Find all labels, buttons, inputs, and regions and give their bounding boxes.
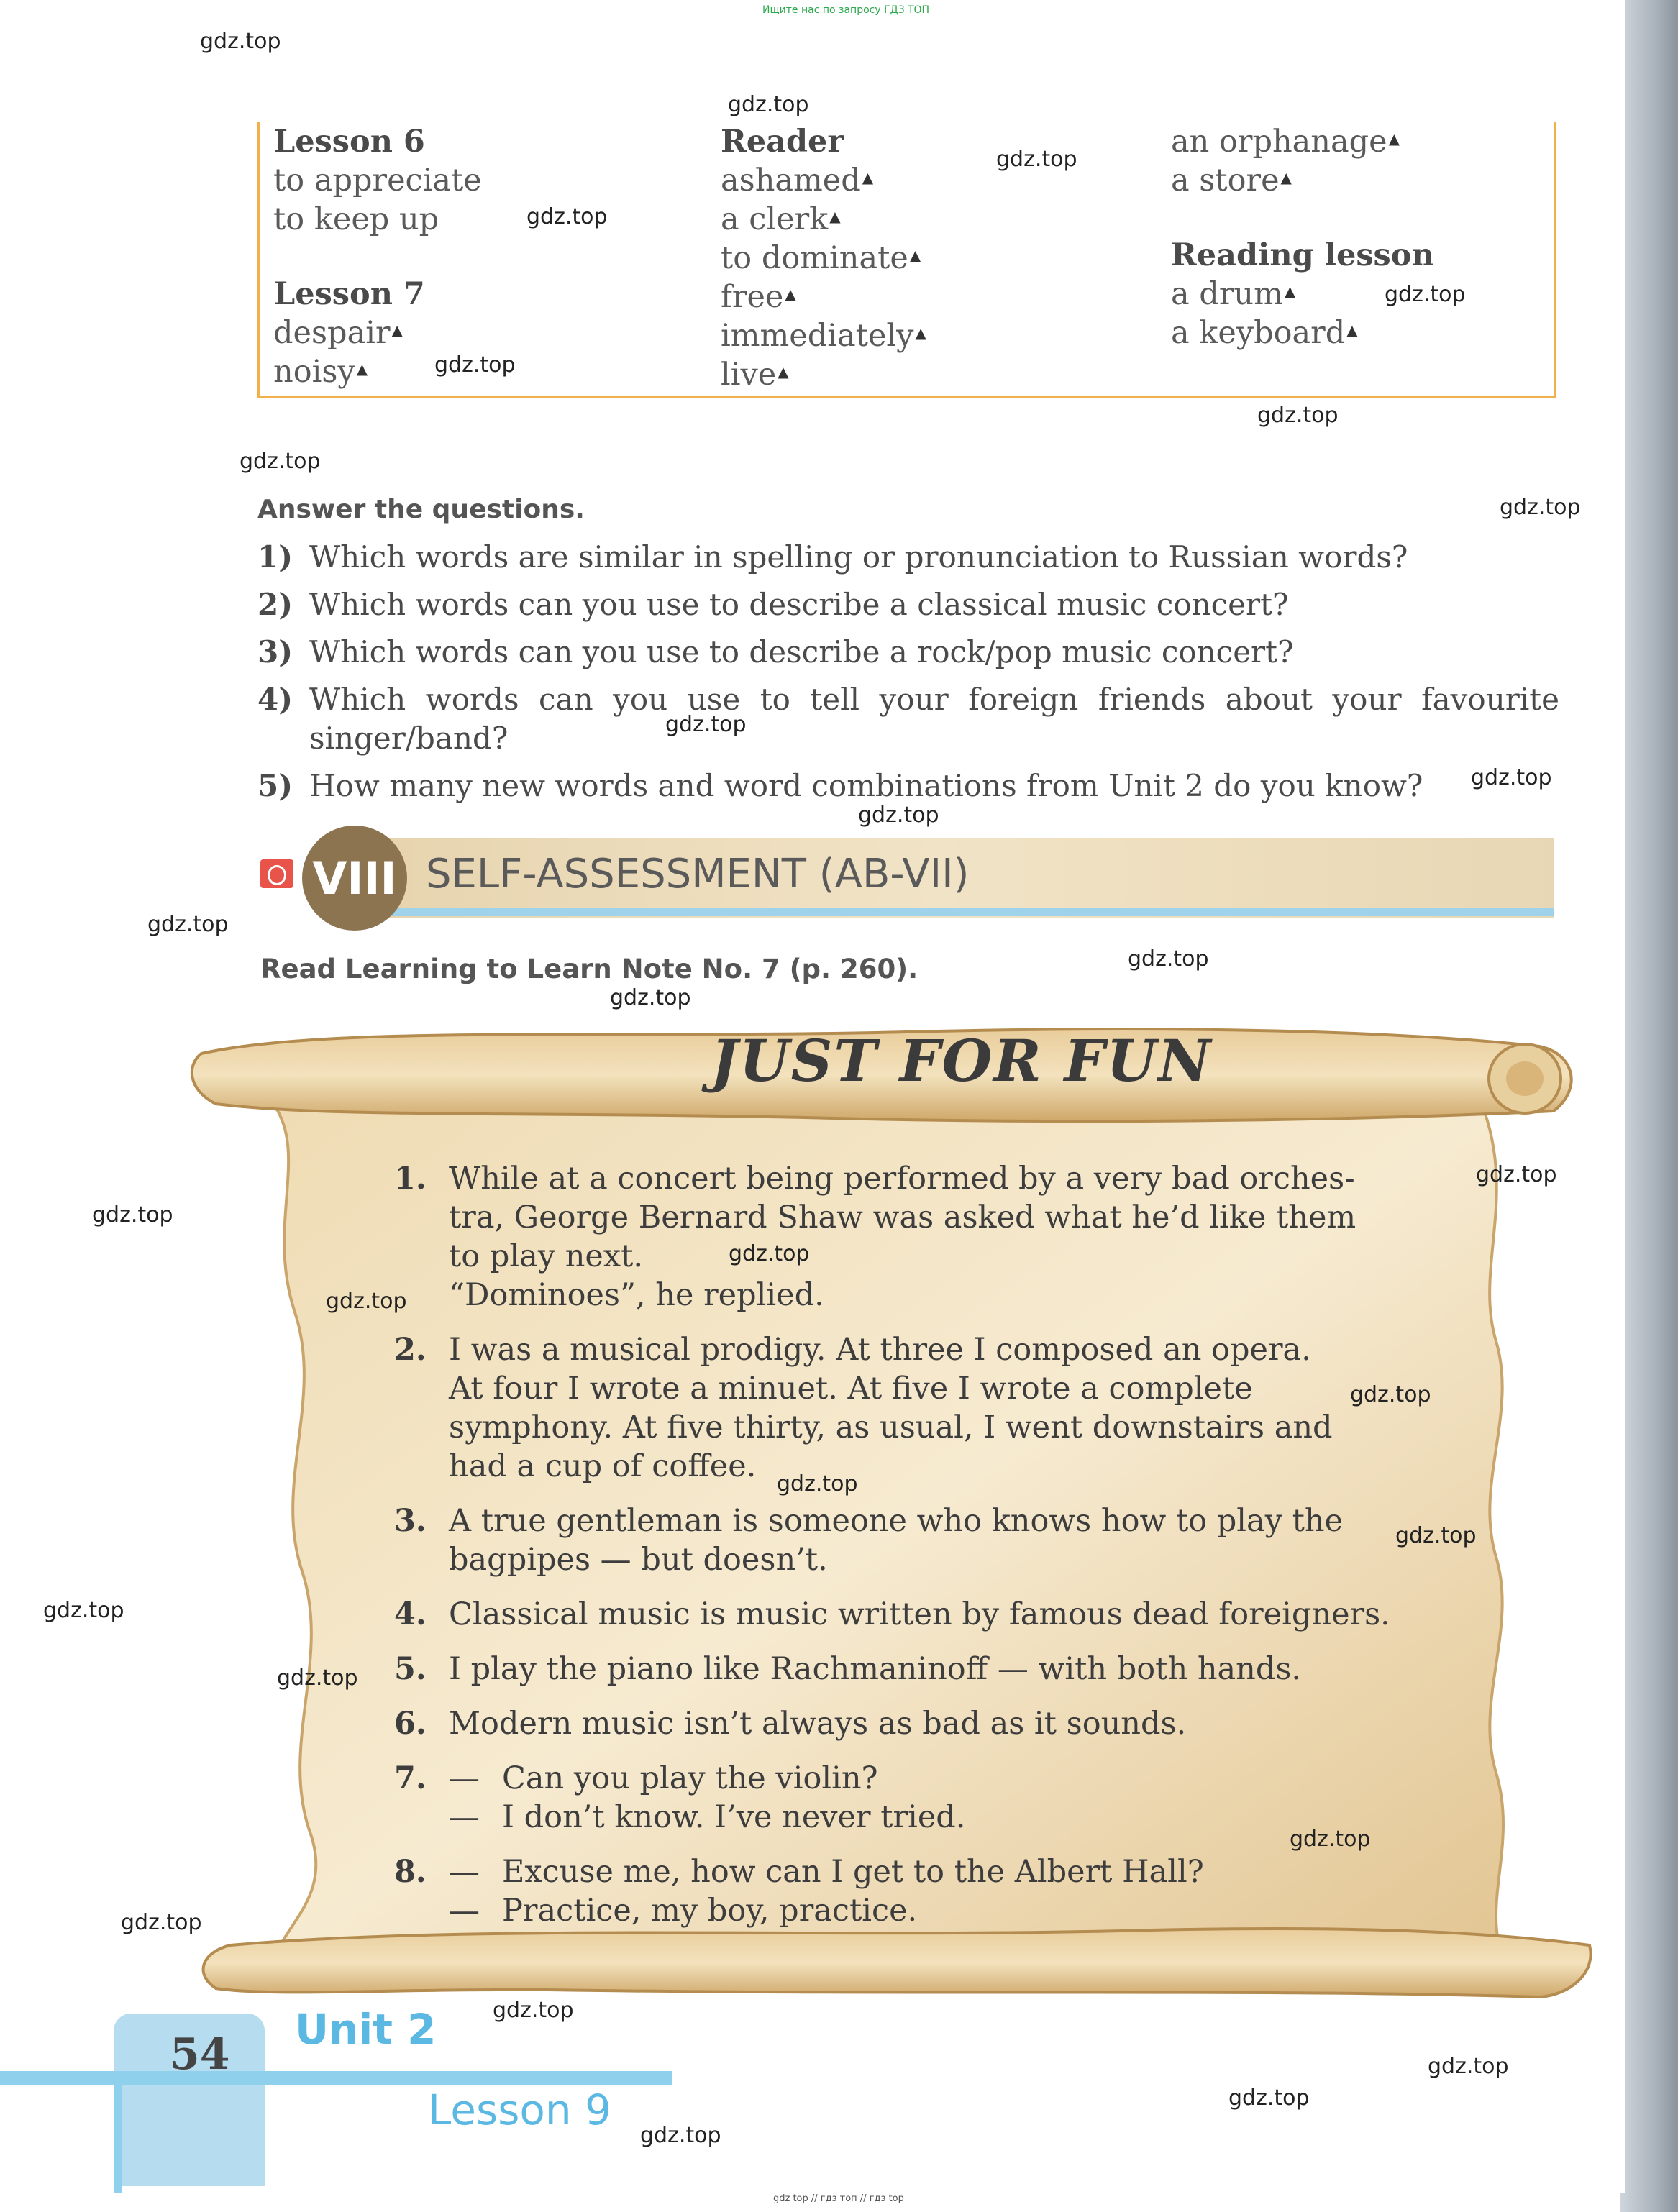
watermark: gdz.top bbox=[493, 1998, 574, 2023]
vocab-column-2 bbox=[721, 122, 926, 394]
watermark: gdz.top bbox=[200, 29, 281, 54]
joke-item bbox=[394, 1759, 1408, 1837]
joke-number: 3. bbox=[394, 1503, 427, 1539]
vocab-word: a clerk bbox=[721, 201, 829, 237]
watermark: gdz.top bbox=[1228, 2085, 1310, 2111]
joke-number: 4. bbox=[394, 1596, 427, 1632]
vocab-heading: Lesson 6 bbox=[273, 124, 425, 160]
vocab-word: a drum bbox=[1171, 276, 1283, 312]
triangle-marker-icon: ▲ bbox=[1280, 169, 1292, 186]
joke-line: Classical music is music written by famous dead foreigners. bbox=[449, 1596, 1390, 1632]
vocab-word: to appreciate bbox=[273, 163, 482, 198]
vocab-word-row bbox=[721, 316, 926, 355]
vocab-word-row bbox=[721, 278, 926, 316]
question-text: How many new words and word combinations from Unit 2 do you know? bbox=[309, 768, 1423, 803]
watermark: gdz.top bbox=[1471, 765, 1552, 790]
triangle-marker-icon: ▲ bbox=[1388, 130, 1400, 147]
vocab-word: free bbox=[721, 279, 784, 315]
vocab-heading: Lesson 7 bbox=[273, 276, 425, 312]
watermark: gdz.top bbox=[640, 2123, 721, 2148]
joke-line: While at a concert being performed by a very bad orches- bbox=[449, 1161, 1355, 1197]
vocab-column-3 bbox=[1171, 122, 1434, 352]
vocab-word-row bbox=[721, 161, 926, 200]
triangle-marker-icon: ▲ bbox=[862, 169, 874, 186]
joke-line: tra, George Bernard Shaw was asked what he’d like them bbox=[449, 1199, 1356, 1235]
vocab-word-row bbox=[721, 355, 926, 394]
watermark: gdz.top bbox=[326, 1289, 407, 1314]
questions-list bbox=[257, 538, 1559, 814]
joke-line: to play next. bbox=[449, 1238, 644, 1274]
joke-line: symphony. At five thirty, as usual, I went downstairs and bbox=[449, 1409, 1333, 1445]
watermark: gdz.top bbox=[43, 1598, 124, 1623]
watermark: gdz.top bbox=[1395, 1523, 1477, 1548]
banner-underline bbox=[374, 908, 1554, 916]
joke-item bbox=[394, 1159, 1408, 1315]
joke-line: I was a musical prodigy. At three I composed an opera. bbox=[449, 1332, 1311, 1368]
dialogue-text: Excuse me, how can I get to the Albert Hall? bbox=[502, 1854, 1204, 1890]
triangle-marker-icon: ▲ bbox=[356, 360, 368, 378]
dialogue-line: — I don’t know. I’ve never tried. bbox=[449, 1799, 966, 1835]
question-number: 5) bbox=[257, 768, 293, 803]
watermark: gdz.top bbox=[1500, 495, 1581, 520]
section-title: SELF-ASSESSMENT (AB-VII) bbox=[426, 851, 970, 897]
footer-bar bbox=[0, 2071, 672, 2085]
watermark: gdz.top bbox=[665, 712, 747, 737]
vocab-word-row bbox=[721, 200, 926, 239]
vocab-heading: Reader bbox=[721, 124, 844, 160]
watermark: gdz.top bbox=[1290, 1827, 1371, 1852]
question-text: Which words are similar in spelling or pronunciation to Russian words? bbox=[309, 539, 1408, 575]
vocab-word: noisy bbox=[273, 354, 355, 390]
dialogue-line: — Can you play the violin? bbox=[449, 1760, 878, 1796]
vocab-word: an orphanage bbox=[1171, 124, 1387, 160]
vocab-word: live bbox=[721, 357, 777, 393]
joke-line: Modern music isn’t always as bad as it sounds. bbox=[449, 1706, 1187, 1742]
question-number: 3) bbox=[257, 634, 293, 669]
joke-number: 8. bbox=[394, 1854, 427, 1890]
triangle-marker-icon: ▲ bbox=[1284, 283, 1296, 300]
joke-number: 2. bbox=[394, 1332, 427, 1368]
question-number: 4) bbox=[257, 682, 293, 717]
triangle-marker-icon: ▲ bbox=[829, 208, 841, 225]
joke-item bbox=[394, 1704, 1408, 1743]
joke-item bbox=[394, 1650, 1408, 1688]
vocab-word: ashamed bbox=[721, 163, 861, 198]
watermark: gdz.top bbox=[147, 912, 229, 937]
page-number: 54 bbox=[170, 2029, 230, 2080]
watermark: gdz.top bbox=[526, 204, 608, 229]
joke-number: 6. bbox=[394, 1706, 427, 1742]
joke-line: “Dominoes”, he replied. bbox=[449, 1277, 824, 1313]
vocab-word: a keyboard bbox=[1171, 315, 1346, 351]
scan-edge bbox=[1620, 0, 1678, 2212]
joke-line: I play the piano like Rachmaninoff — with both hands. bbox=[449, 1651, 1302, 1687]
dialogue-line: — Practice, my boy, practice. bbox=[449, 1893, 918, 1929]
joke-line: A true gentleman is someone who knows how to play the bbox=[449, 1503, 1344, 1539]
watermark: gdz.top bbox=[1428, 2054, 1509, 2079]
watermark: gdz.top bbox=[1128, 946, 1209, 972]
joke-line: At four I wrote a minuet. At five I wrote a complete bbox=[449, 1371, 1253, 1407]
question-item bbox=[257, 538, 1559, 577]
dialogue-text: Practice, my boy, practice. bbox=[502, 1893, 918, 1929]
question-item bbox=[257, 585, 1559, 624]
question-item bbox=[257, 633, 1559, 672]
triangle-marker-icon: ▲ bbox=[785, 285, 796, 303]
watermark: gdz.top bbox=[1350, 1382, 1431, 1407]
vocab-word-row bbox=[1171, 122, 1434, 161]
dialogue-line: — Excuse me, how can I get to the Albert Hall? bbox=[449, 1854, 1204, 1890]
question-text: Which words can you use to describe a classical music concert? bbox=[309, 587, 1289, 622]
watermark: gdz.top bbox=[728, 92, 809, 117]
audio-workbook-icon bbox=[260, 859, 293, 888]
vocab-word-row bbox=[1171, 161, 1434, 200]
watermark: gdz.top bbox=[610, 985, 691, 1010]
joke-number: 1. bbox=[394, 1161, 427, 1197]
vocab-heading: Reading lesson bbox=[1171, 237, 1434, 273]
section-numeral-badge: VIII bbox=[302, 826, 407, 931]
joke-item bbox=[394, 1502, 1408, 1579]
watermark: gdz.top bbox=[1476, 1162, 1557, 1187]
joke-number: 7. bbox=[394, 1760, 427, 1796]
watermark: gdz.top bbox=[996, 147, 1077, 172]
joke-number: 5. bbox=[394, 1651, 427, 1687]
vocab-word-row bbox=[273, 314, 482, 352]
lesson-label: Lesson 9 bbox=[428, 2085, 611, 2134]
vocab-word: to dominate bbox=[721, 240, 908, 276]
vocab-word: despair bbox=[273, 315, 391, 351]
vocab-word-row bbox=[721, 239, 926, 278]
learning-note-instruction: Read Learning to Learn Note No. 7 (p. 260). bbox=[260, 954, 918, 984]
vocab-word: to keep up bbox=[273, 201, 439, 237]
top-note: Ищите нас по запросу ГДЗ ТОП bbox=[762, 4, 930, 16]
question-text: Which words can you use to tell your foreign friends about your favourite singer/band? bbox=[309, 682, 1559, 756]
joke-item bbox=[394, 1595, 1408, 1634]
watermark: gdz.top bbox=[240, 449, 321, 474]
dialogue-text: I don’t know. I’ve never tried. bbox=[502, 1799, 966, 1835]
vocab-column-1 bbox=[273, 122, 482, 391]
joke-item bbox=[394, 1852, 1408, 1930]
jokes-list bbox=[394, 1159, 1408, 1946]
question-number: 1) bbox=[257, 539, 293, 575]
vocab-word-row bbox=[1171, 314, 1434, 352]
footer-edge-bar bbox=[114, 2071, 122, 2193]
question-number: 2) bbox=[257, 587, 293, 622]
dialogue-text: Can you play the violin? bbox=[502, 1760, 878, 1796]
vocab-word: a store bbox=[1171, 163, 1280, 198]
unit-label: Unit 2 bbox=[295, 2005, 437, 2054]
question-item bbox=[257, 767, 1559, 805]
watermark: gdz.top bbox=[858, 803, 939, 828]
bottom-note: gdz top // гдз топ // гдз top bbox=[773, 2193, 904, 2204]
question-item bbox=[257, 680, 1559, 758]
questions-title: Answer the questions. bbox=[257, 495, 585, 524]
watermark: gdz.top bbox=[1385, 282, 1466, 307]
triangle-marker-icon: ▲ bbox=[915, 324, 926, 342]
triangle-marker-icon: ▲ bbox=[778, 363, 789, 380]
joke-line: bagpipes — but doesn’t. bbox=[449, 1542, 828, 1578]
triangle-marker-icon: ▲ bbox=[909, 247, 921, 264]
just-for-fun-title: JUST FOR FUN bbox=[711, 1027, 1213, 1094]
watermark: gdz.top bbox=[121, 1910, 202, 1935]
watermark: gdz.top bbox=[277, 1665, 358, 1691]
joke-item bbox=[394, 1330, 1408, 1486]
triangle-marker-icon: ▲ bbox=[1346, 321, 1358, 339]
vocab-word: immediately bbox=[721, 318, 914, 354]
triangle-marker-icon: ▲ bbox=[391, 321, 403, 339]
watermark: gdz.top bbox=[92, 1202, 173, 1228]
joke-line: had a cup of coffee. bbox=[449, 1448, 757, 1484]
watermark: gdz.top bbox=[729, 1241, 810, 1266]
watermark: gdz.top bbox=[1257, 403, 1339, 428]
watermark: gdz.top bbox=[434, 352, 516, 378]
question-text: Which words can you use to describe a rock/pop music concert? bbox=[309, 634, 1294, 669]
watermark: gdz.top bbox=[777, 1471, 858, 1496]
